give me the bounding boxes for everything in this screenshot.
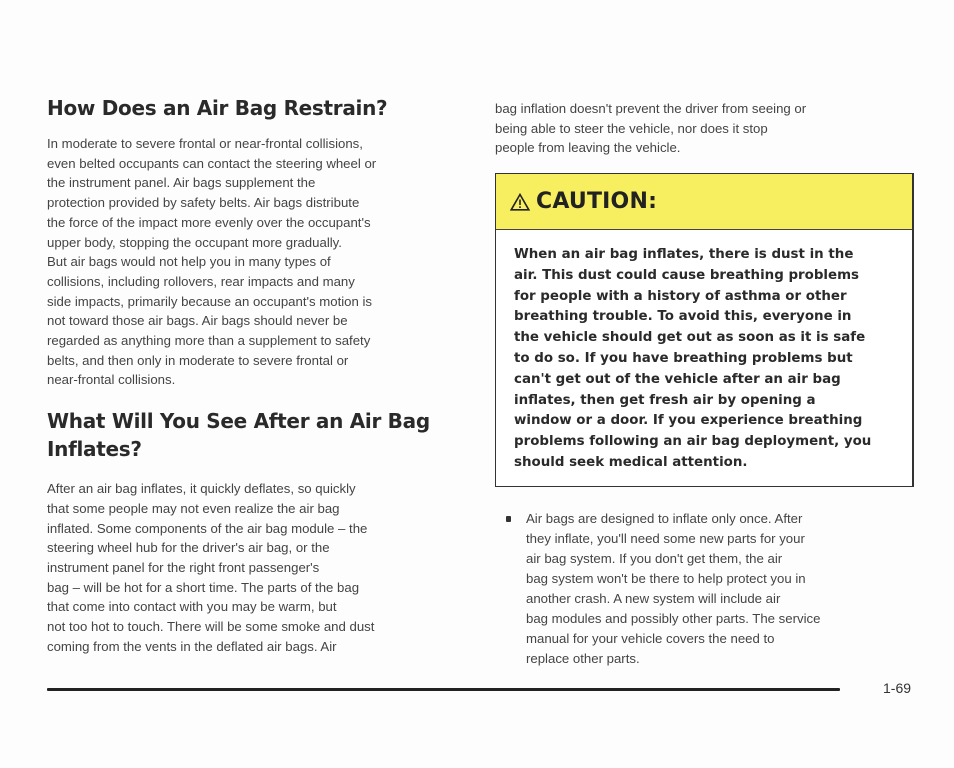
paragraph-restrain: In moderate to severe frontal or near-frontal collisions, even belted occupants can contact the steering wheel or the instrument panel. Air bags supplement the protection provided by safety belts. Air bags distribute the force of the impact more evenly over the occupant's upper body, stopping the occupant more gradually. But air bags would not help you in many types of collisions, including rollovers, rear impacts and many side impacts, primarily because an occupant's motion is not toward those air bags. Air bags should never be regarded as anything more than a supplement to safety belts, and then only in moderate to severe frontal or near-frontal collisions.	[47, 136, 377, 388]
left-column	[47, 95, 467, 656]
caution-header	[496, 174, 912, 230]
right-column-top	[495, 99, 915, 158]
caution-title: CAUTION:	[536, 189, 658, 214]
footer-rule	[47, 688, 840, 691]
heading-air-bag-restrain: How Does an Air Bag Restrain?	[47, 96, 388, 120]
bullet-icon	[506, 516, 511, 522]
page-number: 1-69	[883, 680, 912, 696]
bullet-text: Air bags are designed to inflate only once. After they inflate, you'll need some new parts for your air bag system. If you don't get them, the air bag system won't be there to help protect you in another crash. A new system will include air bag modules and possibly other parts. The service manual for your vehicle covers the need to replace other parts.	[526, 511, 821, 666]
paragraph-after-inflates: After an air bag inflates, it quickly deflates, so quickly that some people may not even realize the air bag inflated. Some components of the air bag module – the steering wheel hub for the driver's air bag, or the instrument panel for the right front passenger's bag – will be hot for a short time. The parts of the bag that come into contact with you may be warm, but not too hot to touch. There will be some smoke and dust coming from the vents in the deflated air bags. Air	[47, 481, 375, 654]
caution-box	[495, 173, 914, 487]
warning-triangle-icon	[510, 193, 530, 211]
heading-after-inflates: What Will You See After an Air Bag Inflates?	[47, 409, 430, 462]
paragraph-continued: bag inflation doesn't prevent the driver from seeing or being able to steer the vehicle, nor does it stop people from leaving the vehicle.	[495, 101, 807, 156]
caution-text: When an air bag inflates, there is dust in the air. This dust could cause breathing problems for people with a history of asthma or other breathing trouble. To avoid this, everyone in the vehicle should get out as soon as it is safe to do so. If you have breathing problems but can't get out of the vehicle after an air bag inflates, then get fresh air by opening a window or a door. If you experience breathing problems following an air bag deployment, you should seek medical attention.	[514, 247, 872, 470]
bullet-item	[506, 509, 916, 669]
